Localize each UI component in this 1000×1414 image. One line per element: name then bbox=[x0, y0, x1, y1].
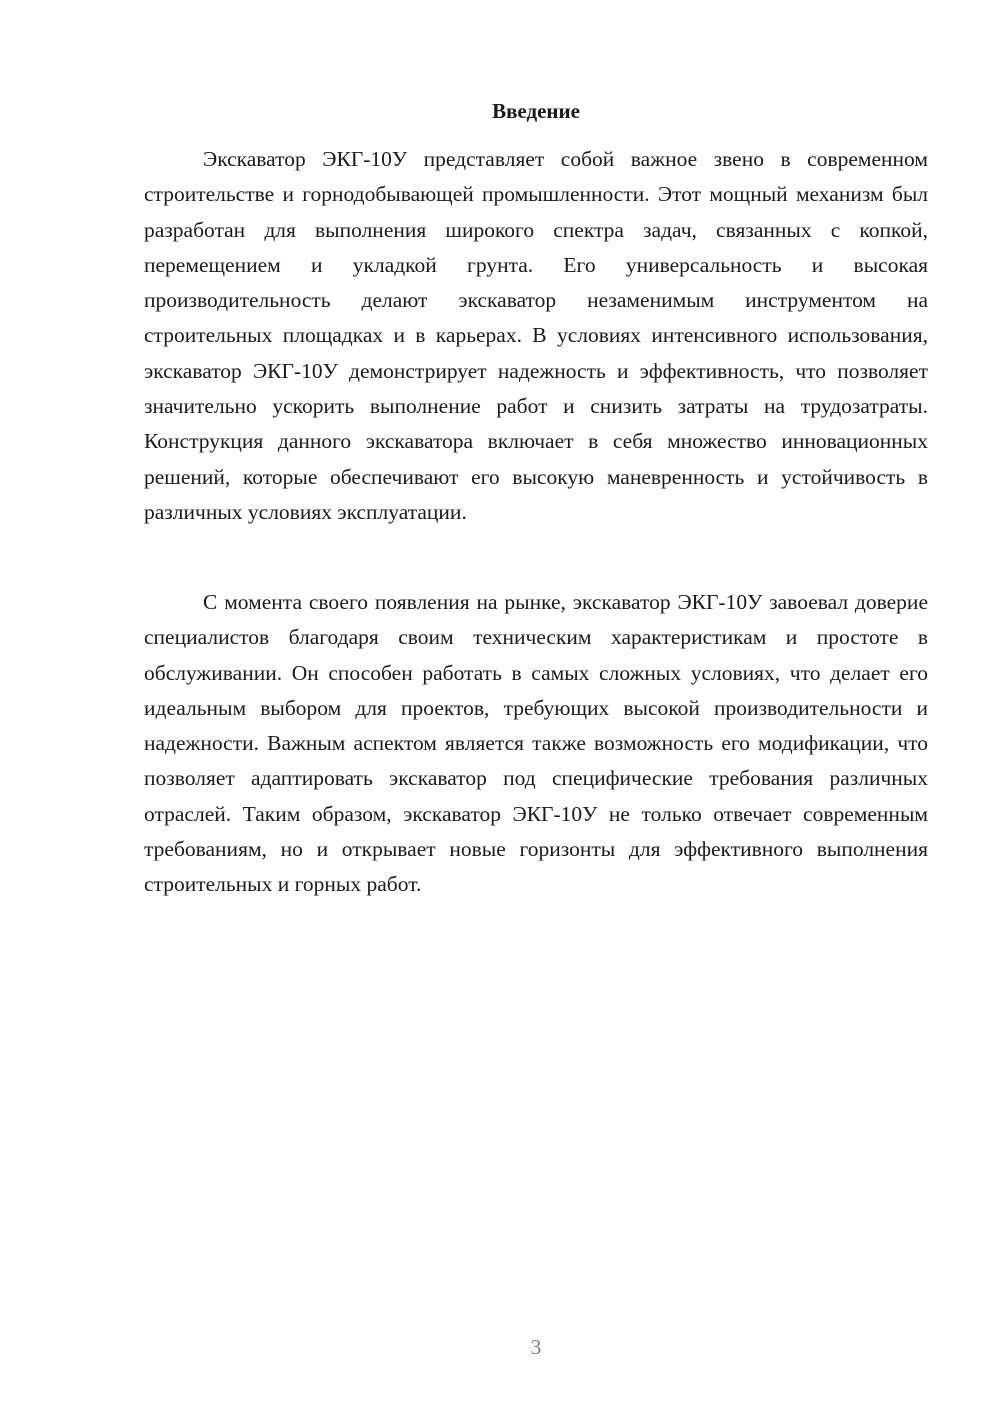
document-title: Введение bbox=[492, 99, 580, 123]
page-number: 3 bbox=[530, 1335, 542, 1359]
paragraph-intro: Экскаватор ЭКГ-10У представляет собой важное звено в современном строительстве и горнодобывающей промышленности. Этот мощный механизм был разработан для выполнения широкого спектра задач, связанных с копкой, перемещением и укладкой грунта. Его универсальность и высокая производительность делают экскаватор незаменимым инструментом на строительных площадках и в карьерах. В условиях интенсивного использования, экскаватор ЭКГ-10У демонстрирует надежность и эффективность, что позволяет значительно ускорить выполнение работ и снизить затраты на трудозатраты. Конструкция данного экскаватора включает в себя множество инновационных решений, которые обеспечивают его высокую маневренность и устойчивость в различных условиях эксплуатации. bbox=[144, 147, 928, 524]
paragraph-history: С момента своего появления на рынке, экскаватор ЭКГ-10У завоевал доверие специалистов благодаря своим техническим характеристикам и простоте в обслуживании. Он способен работать в самых сложных условиях, что делает его идеальным выбором для проектов, требующих высокой производительности и надежности. Важным аспектом является также возможность его модификации, что позволяет адаптировать экскаватор под специфические требования различных отраслей. Таким образом, экскаватор ЭКГ-10У не только отвечает современным требованиям, но и открывает новые горизонты для эффективного выполнения строительных и горных работ. bbox=[144, 590, 928, 897]
